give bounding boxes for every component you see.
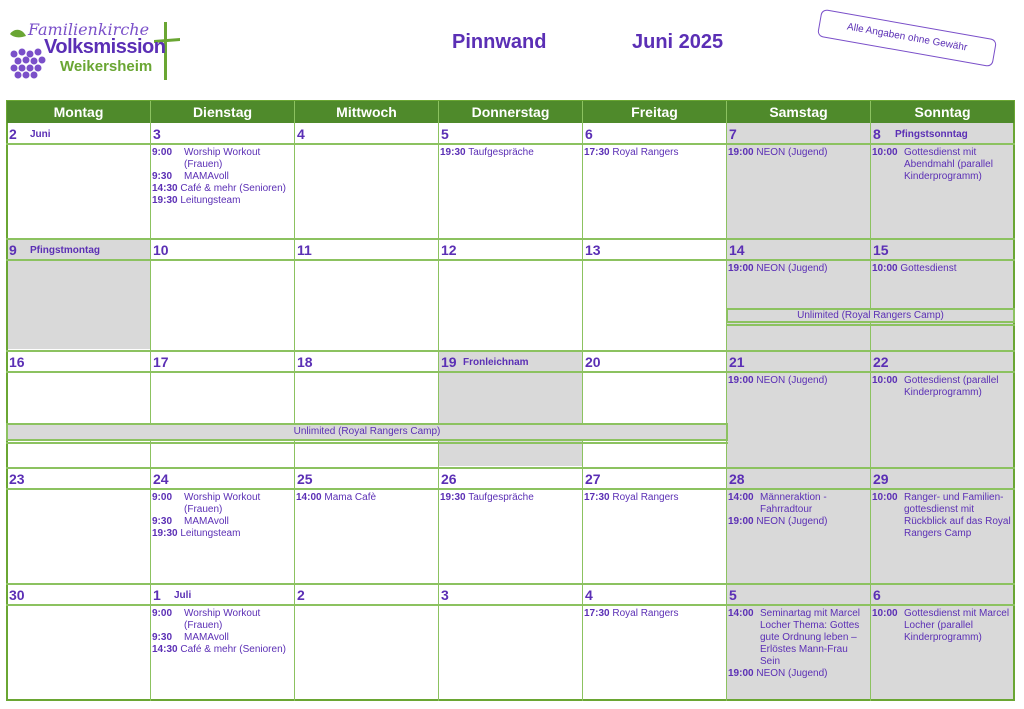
day-number: 15: [873, 242, 889, 258]
day-number: 1: [153, 587, 161, 603]
event-item: 19:30 Leitungsteam: [152, 528, 241, 539]
day-events: [728, 608, 870, 680]
grid-line: [582, 101, 583, 701]
event-item: 19:00 NEON (Jugend): [728, 516, 828, 527]
event-item: 19:00 NEON (Jugend): [728, 147, 828, 158]
day-number: 22: [873, 354, 889, 370]
day-number: 23: [9, 471, 25, 487]
month-label: Juli: [174, 590, 192, 601]
day-number: 8: [873, 126, 881, 142]
day-events: [152, 147, 294, 207]
month-label: Juni: [30, 129, 51, 140]
grid-line: [726, 324, 1015, 326]
grid-line: [6, 583, 1015, 585]
weekday-header-friday: Freitag: [583, 101, 726, 123]
event-item: 17:30 Royal Rangers: [584, 147, 679, 158]
event-item: 19:00 NEON (Jugend): [728, 263, 828, 274]
weekday-header-monday: Montag: [7, 101, 150, 123]
event-item: 17:30 Royal Rangers: [584, 608, 679, 619]
day-number: 2: [9, 126, 17, 142]
day-number: 3: [153, 126, 161, 142]
event-item: 9:00 Worship Workout (Frauen): [152, 492, 261, 515]
day-number: 7: [729, 126, 737, 142]
day-events: [152, 608, 294, 656]
event-item: 9:30 MAMAvoll: [152, 632, 229, 643]
grid-line: [438, 101, 439, 701]
event-item: 9:00 Worship Workout (Frauen): [152, 147, 261, 170]
day-number: 12: [441, 242, 457, 258]
event-item: 19:30 Leitungsteam: [152, 195, 241, 206]
day-number: 4: [297, 126, 305, 142]
day-number: 6: [585, 126, 593, 142]
grid-line: [6, 442, 728, 444]
day-number: 6: [873, 587, 881, 603]
day-number: 21: [729, 354, 745, 370]
holiday-shade-fronleichnam: [439, 351, 582, 466]
day-number: 10: [153, 242, 169, 258]
holiday-label: Pfingstmontag: [30, 245, 100, 256]
weekday-header-sunday: Sonntag: [871, 101, 1014, 123]
day-number: 28: [729, 471, 745, 487]
logo-text-familienkirche: Familienkirche: [28, 20, 150, 39]
event-item: 9:30 MAMAvoll: [152, 516, 229, 527]
event-item: 17:30 Royal Rangers: [584, 492, 679, 503]
event-item: 19:30 Taufgespräche: [440, 147, 534, 158]
event-item: 9:00 Worship Workout (Frauen): [152, 608, 261, 631]
camp-banner: Unlimited (Royal Rangers Camp): [6, 423, 728, 441]
day-number: 24: [153, 471, 169, 487]
day-number: 3: [441, 587, 449, 603]
event-item: 10:00 Ranger- und Familien-gottesdienst mit Rückblick auf das Royal Rangers Camp: [872, 492, 1011, 539]
grid-line: [6, 143, 1015, 145]
grid-line: [726, 101, 727, 701]
event-item: 14:30 Café & mehr (Senioren): [152, 644, 286, 655]
day-number: 27: [585, 471, 601, 487]
event-item: 10:00 Gottesdienst (parallel Kinderprogramm): [872, 375, 999, 398]
day-number: 17: [153, 354, 169, 370]
event-item: 14:00 Seminartag mit Marcel Locher Thema: Gottes gute Ordnung leben – Erlöstes Mann-Frau Sein: [728, 608, 861, 667]
event-item: 10:00 Gottesdienst mit Abendmahl (parallel Kinderprogramm): [872, 147, 993, 182]
weekday-header-wednesday: Mittwoch: [295, 101, 438, 123]
day-events: [152, 492, 294, 540]
event-item: 19:00 NEON (Jugend): [728, 375, 828, 386]
holiday-shade-pfingstmontag: [8, 259, 150, 349]
day-number: 25: [297, 471, 313, 487]
event-item: 10:00 Gottesdienst: [872, 263, 957, 274]
day-number: 19: [441, 354, 457, 370]
logo-text-volksmission: Volksmission: [44, 36, 166, 58]
logo-text-weikersheim: Weikersheim: [60, 58, 153, 75]
day-number: 30: [9, 587, 25, 603]
grid-line: [294, 101, 295, 701]
weekday-header-thursday: Donnerstag: [439, 101, 582, 123]
day-number: 9: [9, 242, 17, 258]
grid-line: [6, 350, 1015, 352]
grid-line: [6, 467, 1015, 469]
event-item: 9:30 MAMAvoll: [152, 171, 229, 182]
day-number: 2: [297, 587, 305, 603]
day-number: 13: [585, 242, 601, 258]
disclaimer-stamp: Alle Angaben ohne Gewähr: [817, 9, 997, 67]
holiday-label: Pfingstsonntag: [895, 129, 968, 140]
grid-line: [870, 101, 871, 701]
day-number: 11: [297, 242, 312, 258]
grid-line: [150, 101, 151, 701]
day-number: 20: [585, 354, 601, 370]
weekday-header-saturday: Samstag: [727, 101, 870, 123]
day-number: 4: [585, 587, 593, 603]
grid-line: [6, 259, 1015, 261]
page-title: Pinnwand: [452, 31, 547, 53]
grid-line: [6, 604, 1015, 606]
camp-banner: Unlimited (Royal Rangers Camp): [726, 308, 1015, 323]
holiday-label: Fronleichnam: [463, 357, 529, 368]
event-item: 19:00 NEON (Jugend): [728, 668, 828, 679]
day-events: [728, 492, 870, 528]
event-item: 14:00 Mama Cafè: [296, 492, 377, 503]
day-number: 5: [441, 126, 449, 142]
event-item: 14:00 Männeraktion - Fahrradtour: [728, 492, 827, 515]
grid-line: [6, 238, 1015, 240]
event-item: 14:30 Café & mehr (Senioren): [152, 183, 286, 194]
event-item: 10:00 Gottesdienst mit Marcel Locher (parallel Kinderprogramm): [872, 608, 1010, 643]
day-number: 14: [729, 242, 745, 258]
month-title: Juni 2025: [632, 31, 724, 53]
event-item: 19:30 Taufgespräche: [440, 492, 534, 503]
weekday-header-tuesday: Dienstag: [151, 101, 294, 123]
grid-line: [6, 488, 1015, 490]
day-number: 18: [297, 354, 313, 370]
day-number: 26: [441, 471, 457, 487]
day-number: 16: [9, 354, 25, 370]
day-number: 5: [729, 587, 737, 603]
grid-line: [6, 371, 1015, 373]
day-number: 29: [873, 471, 889, 487]
